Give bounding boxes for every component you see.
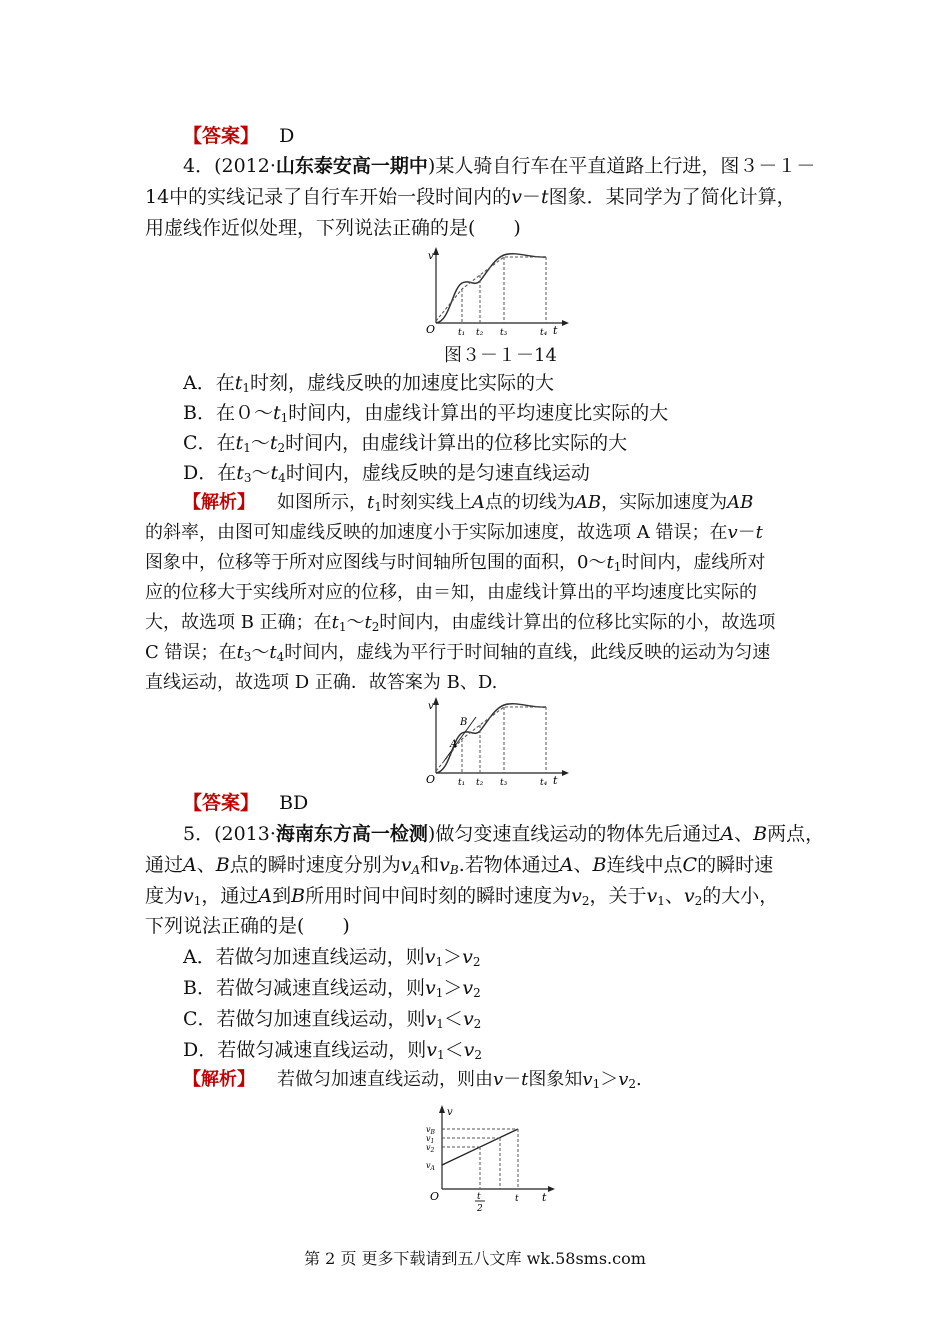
q4-option-a — [183, 370, 554, 396]
stem-text: .若物体通过 — [458, 854, 560, 876]
option-text: B．若做匀减速直线运动，则 — [183, 977, 425, 999]
subscript: 2 — [472, 955, 481, 969]
var-v: v — [462, 946, 473, 968]
subscript: 2 — [473, 986, 481, 1000]
point-b: B — [592, 854, 607, 876]
v-label: v — [428, 251, 434, 262]
var-t: t — [270, 462, 279, 484]
subscript: 2 — [628, 1077, 637, 1091]
subscript: 2 — [277, 441, 286, 455]
vA-label — [426, 1161, 436, 1172]
q4-stem-line-1 — [183, 153, 816, 179]
q4-source: 山东泰安高一期中 — [275, 155, 428, 177]
stem-text: 图象．某同学为了简化计算， — [548, 186, 796, 208]
var-v: v — [400, 854, 412, 876]
analysis-text: 时刻实线上 — [381, 492, 472, 513]
q5-stem-line-4: 下列说法正确的是( ) — [145, 915, 350, 937]
var-t: t — [331, 612, 339, 633]
var-t: t — [521, 1069, 529, 1090]
q3-answer-line — [183, 123, 294, 149]
subscript: 1 — [436, 1017, 444, 1031]
option-text: 时刻，虚线反映的加速度比实际的大 — [250, 372, 555, 394]
subscript: 2 — [694, 894, 703, 908]
var-t: t — [364, 612, 372, 633]
t3-label: t₃ — [500, 778, 508, 787]
t3-label: t₃ — [500, 328, 508, 337]
option-text: A．在 — [183, 372, 235, 394]
segment-ab: AB — [727, 492, 754, 513]
v-label: v — [447, 1107, 453, 1118]
point-c: C — [682, 854, 698, 876]
q5-analysis-line — [183, 1067, 642, 1093]
var-t: t — [236, 642, 244, 663]
q4-analysis-line-2 — [145, 520, 763, 546]
stem-text: 连线中点 — [606, 854, 683, 876]
relation: ＜ — [443, 1008, 463, 1030]
var-t: t — [236, 462, 244, 484]
t-axis-label: t — [542, 1191, 547, 1204]
source-open: (2013· — [214, 823, 276, 845]
analysis-text: 若做匀加速直线运动，则由 — [277, 1069, 493, 1090]
var-t: t — [540, 186, 549, 208]
var-v: v — [426, 1039, 437, 1061]
analysis-text: 图象中，位移等于所对应图线与时间轴所包围的面积，0～ — [145, 552, 607, 573]
var-v: v — [424, 946, 436, 968]
var-t: t — [606, 552, 614, 573]
point-b-label: B — [460, 717, 468, 728]
q4-analysis-line-5 — [145, 610, 775, 636]
answer-tag: 【答案】 — [183, 792, 260, 814]
relation: ＞ — [600, 1069, 619, 1090]
subscript: 1 — [613, 560, 622, 574]
q5-option-a — [183, 944, 481, 970]
var-v: v — [462, 977, 474, 999]
tilde: ～ — [346, 612, 365, 633]
answer-value: D — [279, 125, 295, 147]
analysis-tag: 【解析】 — [183, 492, 255, 513]
subscript: 1 — [657, 894, 665, 908]
stem-text: 的瞬时速 — [697, 854, 774, 876]
analysis-text: ，实际加速度为 — [601, 492, 728, 513]
option-text: C．若做匀加速直线运动，则 — [183, 1008, 426, 1030]
v-label: v — [428, 701, 434, 712]
var-t: t — [755, 522, 763, 543]
point-a: A — [183, 854, 197, 876]
analysis-tag: 【解析】 — [183, 1069, 255, 1090]
subscript: 1 — [243, 441, 251, 455]
v1-sub: 1 — [430, 1138, 435, 1145]
subscript: 1 — [435, 986, 444, 1000]
point-a-label: A — [450, 739, 458, 750]
option-text: B．在０～ — [183, 402, 273, 424]
solid-curve — [436, 254, 546, 323]
source-open: (2012· — [214, 155, 276, 177]
var-t: t — [272, 402, 281, 424]
stem-text: 的大小， — [702, 885, 779, 907]
q4-analysis-line-3 — [145, 550, 765, 576]
stem-text: 某人骑自行车在平直道路上行进，图３－１－ — [435, 155, 816, 177]
q5-stem-line-2 — [145, 852, 773, 878]
q5-vt-figure — [420, 1103, 560, 1215]
half-t-numerator: t — [477, 1192, 481, 1202]
t2-label: t₂ — [476, 778, 484, 787]
var-t: t — [269, 432, 278, 454]
stem-text: 通过 — [145, 854, 184, 876]
option-text: C．在 — [183, 432, 236, 454]
tilde: ～ — [250, 432, 270, 454]
option-text: D．若做匀减速直线运动，则 — [183, 1039, 427, 1061]
vB-sub: B — [430, 1129, 435, 1136]
relation: ＜ — [444, 1039, 464, 1061]
option-text: A．若做匀加速直线运动，则 — [183, 946, 425, 968]
var-t: t — [269, 642, 277, 663]
stem-text: 度为 — [145, 885, 184, 907]
t-axis-label: t — [553, 324, 558, 337]
stem-text: 点的瞬时速度分别为 — [229, 854, 401, 876]
v-axis-arrow — [433, 697, 439, 705]
analysis-text: 如图所示， — [277, 492, 367, 513]
subscript: B — [449, 863, 459, 877]
option-text: 时间内，由虚线计算出的位移比实际的大 — [285, 432, 628, 454]
var-v: v — [463, 1039, 475, 1061]
var-v: v — [462, 1008, 474, 1030]
t1-label: t₁ — [458, 778, 466, 787]
minus: － — [503, 1069, 522, 1090]
analysis-text: 的斜率，由图可知虚线反映的加速度小于实际加速度，故选项 A 错误；在 — [145, 522, 728, 543]
point-b: B — [215, 854, 230, 876]
q5-stem-line-3 — [145, 883, 778, 909]
stem-text: 到 — [272, 885, 292, 907]
var-v: v — [683, 885, 695, 907]
subscript: 4 — [278, 471, 286, 485]
analysis-text: 时间内，虚线所对 — [621, 552, 766, 573]
stem-text: 14中的实线记录了自行车开始一段时间内的 — [145, 186, 512, 208]
subscript: 1 — [280, 411, 289, 425]
q5-option-c — [183, 1006, 481, 1032]
subscript: 1 — [193, 894, 202, 908]
q4-stem-line-2 — [145, 184, 796, 210]
t1-label: t₁ — [458, 328, 466, 337]
var-v: v — [727, 522, 738, 543]
origin-label: O — [430, 1190, 440, 1203]
t-label: t — [515, 1194, 519, 1204]
t4-label: t₄ — [540, 328, 548, 337]
stem-text: 做匀变速直线运动的物体先后通过 — [435, 823, 721, 845]
tilde: ～ — [251, 642, 270, 663]
q5-stem-line-1 — [183, 821, 824, 847]
q4-analysis-line-4: 应的位移大于实线所对应的位移，由＝知，由虚线计算出的平均速度比实际的 — [145, 582, 757, 603]
source-close: ) — [427, 155, 436, 177]
separator: 、 — [734, 823, 754, 845]
source-close: ) — [427, 823, 436, 845]
vB-letter: v — [426, 1125, 431, 1134]
v2-sub: 2 — [430, 1147, 435, 1154]
subscript: 1 — [592, 1077, 601, 1091]
q4-option-b — [183, 400, 668, 426]
option-text: 时间内，虚线反映的是匀速直线运动 — [285, 462, 590, 484]
tilde: ～ — [251, 462, 271, 484]
var-v: v — [425, 1008, 437, 1030]
subscript: A — [411, 863, 421, 877]
t-axis-label: t — [553, 774, 558, 787]
origin-label: O — [426, 773, 436, 786]
subscript: 1 — [374, 500, 382, 514]
subscript: 1 — [338, 620, 347, 634]
subscript: 2 — [473, 1017, 482, 1031]
point-a: A — [258, 885, 273, 907]
subscript: 1 — [436, 1048, 445, 1062]
var-t: t — [235, 432, 244, 454]
separator: 、 — [573, 854, 593, 876]
var-v: v — [511, 186, 522, 208]
v-axis-arrow — [439, 1105, 445, 1113]
q4-option-d — [183, 460, 590, 486]
t-axis-arrow — [548, 1186, 555, 1192]
subscript: 2 — [581, 894, 590, 908]
var-t: t — [367, 492, 375, 513]
vA-sub: A — [430, 1165, 435, 1172]
separator: 、 — [196, 854, 216, 876]
var-v: v — [646, 885, 658, 907]
t4-label: t₄ — [540, 778, 548, 787]
var-v: v — [424, 977, 436, 999]
t-axis-arrow — [562, 770, 569, 776]
stem-text: ，关于 — [589, 885, 647, 907]
page-footer: 第 2 页 更多下载请到五八文库 wk.58sms.com — [304, 1249, 646, 1268]
t-axis-arrow — [562, 320, 569, 326]
point-b: B — [753, 823, 768, 845]
relation: ＞ — [443, 977, 463, 999]
stem-text: ，通过 — [201, 885, 259, 907]
stem-text: 两点， — [767, 823, 825, 845]
var-v: v — [183, 885, 194, 907]
segment-ab: AB — [574, 492, 602, 513]
q4-analysis-line-1 — [183, 490, 753, 516]
q5-source: 海南东方高一检测 — [275, 823, 428, 845]
point-a: A — [471, 492, 485, 513]
t2-label: t₂ — [476, 328, 484, 337]
minus: － — [737, 522, 756, 543]
analysis-text: 大，故选项 B 正确；在 — [145, 612, 332, 633]
v1-letter: v — [426, 1134, 431, 1143]
var-v: v — [439, 854, 450, 876]
point-b: B — [291, 885, 306, 907]
separator: 、 — [664, 885, 684, 907]
subscript: 4 — [276, 650, 285, 664]
var-v: v — [571, 885, 582, 907]
relation: ＞ — [443, 946, 463, 968]
answer-tag: 【答案】 — [183, 125, 260, 147]
option-text: D．在 — [183, 462, 237, 484]
subscript: 3 — [243, 650, 252, 664]
analysis-text: 时间内，由虚线计算出的位移比实际的小，故选项 — [379, 612, 776, 633]
analysis-text: C 错误；在 — [145, 642, 237, 663]
stem-text: 所用时间中间时刻的瞬时速度为 — [305, 885, 572, 907]
subscript: 1 — [242, 381, 251, 395]
q5-option-b — [183, 975, 481, 1001]
q4-analysis-line-7: 直线运动，故选项 D 正确．故答案为 B、D. — [145, 672, 498, 693]
var-v: v — [618, 1069, 629, 1090]
period: . — [636, 1069, 642, 1090]
subscript: 3 — [243, 471, 252, 485]
q4-vt-figure — [420, 245, 570, 337]
var-t: t — [234, 372, 243, 394]
subscript: 2 — [371, 620, 380, 634]
q4-analysis-figure — [420, 695, 570, 787]
stem-text: 和 — [420, 854, 440, 876]
q4-stem-line-3: 用虚线作近似处理，下列说法正确的是( ) — [145, 217, 521, 239]
q5-option-d — [183, 1037, 482, 1063]
dashed-curve — [436, 257, 546, 321]
analysis-text: 图象知 — [528, 1069, 583, 1090]
analysis-text: 点的切线为 — [484, 492, 575, 513]
half-t-denominator: 2 — [477, 1204, 483, 1214]
minus: － — [521, 186, 541, 208]
q4-analysis-line-6 — [145, 640, 770, 666]
var-v: v — [493, 1069, 504, 1090]
var-v: v — [582, 1069, 593, 1090]
origin-label: O — [426, 323, 436, 336]
answer-value: BD — [279, 792, 309, 814]
v2-letter: v — [426, 1143, 431, 1152]
subscript: 1 — [435, 955, 444, 969]
q5-number: 5． — [183, 823, 215, 845]
q4-answer-line — [183, 790, 308, 816]
v-axis-arrow — [433, 247, 439, 255]
vA-letter: v — [426, 1161, 431, 1170]
q4-number: 4． — [183, 155, 215, 177]
point-a: A — [559, 854, 574, 876]
subscript: 2 — [474, 1048, 482, 1062]
figure-caption: 图３－１－14 — [444, 345, 557, 366]
q4-option-c — [183, 430, 627, 456]
option-text: 时间内，由虚线计算出的平均速度比实际的大 — [288, 402, 669, 424]
analysis-text: 时间内，虚线为平行于时间轴的直线，此线反映的运动为匀速 — [284, 642, 771, 663]
point-a: A — [720, 823, 735, 845]
